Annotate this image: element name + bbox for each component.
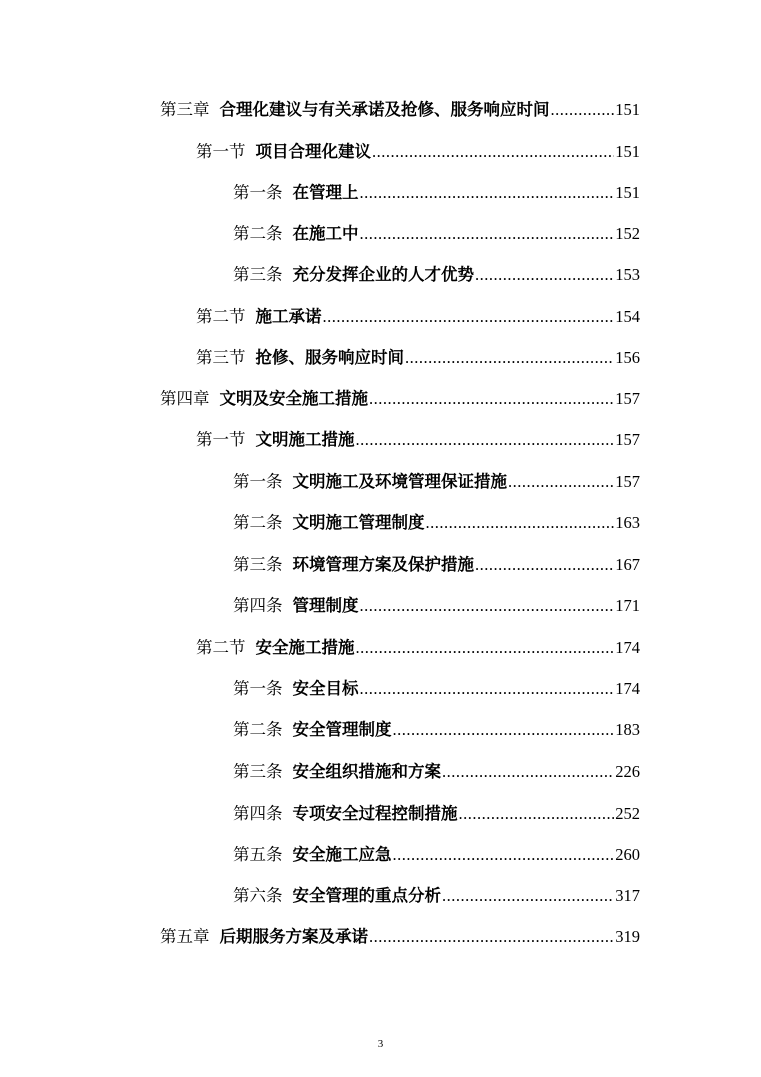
toc-entry[interactable]: [160, 96, 640, 124]
dot-leader: [475, 551, 614, 579]
toc-entry-title: 在管理上: [292, 183, 359, 202]
dot-leader: [369, 385, 614, 413]
toc-entry-page: 171: [615, 596, 640, 615]
dot-leader: [360, 592, 615, 620]
toc-entry-page: 174: [615, 679, 640, 698]
toc-entry-title: 合理化建议与有关承诺及抢修、服务响应时间: [219, 100, 550, 119]
toc-entry-title: 抢修、服务响应时间: [255, 348, 404, 367]
toc-entry-title: 管理制度: [292, 596, 359, 615]
toc-entry-number: 第一节: [196, 142, 246, 161]
toc-entry-number: 第一节: [196, 430, 246, 449]
dot-leader: [356, 634, 615, 662]
toc-entry-number: 第二条: [233, 720, 283, 739]
toc-entry-title: 文明施工措施: [255, 430, 355, 449]
toc-entry-page: 153: [615, 265, 640, 284]
toc-entry-number: 第二节: [196, 307, 246, 326]
toc-entry-page: 163: [615, 513, 640, 532]
dot-leader: [405, 344, 614, 372]
toc-entry-number: 第一条: [233, 183, 283, 202]
toc-entry[interactable]: [233, 468, 640, 496]
toc-entry[interactable]: [233, 716, 640, 744]
dot-leader: [360, 179, 615, 207]
toc-entry-page: 319: [615, 927, 640, 946]
toc-entry-page: 157: [615, 389, 640, 408]
toc-entry[interactable]: [233, 800, 640, 828]
toc-entry-title: 在施工中: [292, 224, 359, 243]
dot-leader: [442, 758, 614, 786]
toc-entry[interactable]: [196, 634, 640, 662]
toc-entry-number: 第一条: [233, 679, 283, 698]
toc-entry-title: 环境管理方案及保护措施: [292, 555, 474, 574]
toc-entry-number: 第五条: [233, 845, 283, 864]
toc-entry[interactable]: [233, 592, 640, 620]
toc-entry-title: 后期服务方案及承诺: [219, 927, 368, 946]
page-number: 3: [377, 1038, 384, 1050]
toc-entry-page: 154: [615, 307, 640, 326]
toc-entry-number: 第三条: [233, 555, 283, 574]
toc-entry-page: 174: [615, 638, 640, 657]
toc-entry-number: 第二节: [196, 638, 246, 657]
toc-entry-title: 文明及安全施工措施: [219, 389, 368, 408]
toc-entry-page: 151: [615, 142, 640, 161]
toc-entry-number: 第五章: [160, 927, 210, 946]
toc-entry-number: 第四条: [233, 804, 283, 823]
toc-entry-title: 文明施工管理制度: [292, 513, 425, 532]
toc-entry-page: 317: [615, 886, 640, 905]
dot-leader: [508, 468, 614, 496]
toc-entry[interactable]: [196, 426, 640, 454]
toc-entry-number: 第二条: [233, 513, 283, 532]
toc-entry[interactable]: [196, 303, 640, 331]
toc-entry-title: 安全施工措施: [255, 638, 355, 657]
toc-entry-title: 施工承诺: [255, 307, 322, 326]
toc-entry-number: 第三条: [233, 265, 283, 284]
toc-entry[interactable]: [233, 509, 640, 537]
toc-entry[interactable]: [233, 261, 640, 289]
dot-leader: [369, 923, 614, 951]
toc-entry-title: 充分发挥企业的人才优势: [292, 265, 474, 284]
toc-entry[interactable]: [233, 758, 640, 786]
toc-entry[interactable]: [233, 179, 640, 207]
toc-entry[interactable]: [196, 344, 640, 372]
toc-entry-number: 第六条: [233, 886, 283, 905]
dot-leader: [442, 882, 614, 910]
toc-entry[interactable]: [160, 385, 640, 413]
dot-leader: [323, 303, 615, 331]
toc-entry-number: 第三章: [160, 100, 210, 119]
dot-leader: [360, 220, 615, 248]
dot-leader: [393, 841, 615, 869]
toc-entry-page: 167: [615, 555, 640, 574]
toc-entry-number: 第二条: [233, 224, 283, 243]
toc-entry-title: 文明施工及环境管理保证措施: [292, 472, 507, 491]
toc-entry[interactable]: [233, 841, 640, 869]
toc-entry-title: 安全目标: [292, 679, 359, 698]
toc-entry-number: 第四章: [160, 389, 210, 408]
toc-entry-page: 157: [615, 430, 640, 449]
toc-entry-title: 安全管理的重点分析: [292, 886, 441, 905]
toc-entry-number: 第一条: [233, 472, 283, 491]
toc-entry-title: 安全组织措施和方案: [292, 762, 441, 781]
toc-entry[interactable]: [233, 675, 640, 703]
toc-entry-page: 157: [615, 472, 640, 491]
toc-entry-page: 226: [615, 762, 640, 781]
toc-entry-page: 151: [615, 100, 640, 119]
dot-leader: [393, 716, 615, 744]
toc-entry-number: 第三条: [233, 762, 283, 781]
dot-leader: [360, 675, 615, 703]
toc-entry[interactable]: [233, 220, 640, 248]
toc-entry-title: 安全管理制度: [292, 720, 392, 739]
dot-leader: [426, 509, 615, 537]
toc-entry[interactable]: [233, 882, 640, 910]
toc-entry[interactable]: [160, 923, 640, 951]
toc-entry-number: 第四条: [233, 596, 283, 615]
toc-entry-title: 项目合理化建议: [255, 142, 371, 161]
toc-entry-page: 183: [615, 720, 640, 739]
toc-entry-page: 252: [615, 804, 640, 823]
toc-entry-page: 156: [615, 348, 640, 367]
toc-entry-page: 152: [615, 224, 640, 243]
toc-entry-page: 260: [615, 845, 640, 864]
toc-entry[interactable]: [233, 551, 640, 579]
dot-leader: [356, 426, 615, 454]
dot-leader: [372, 138, 614, 166]
toc-entry[interactable]: [196, 138, 640, 166]
dot-leader: [551, 96, 615, 124]
dot-leader: [459, 800, 615, 828]
toc-entry-title: 安全施工应急: [292, 845, 392, 864]
toc-entry-title: 专项安全过程控制措施: [292, 804, 458, 823]
toc-entry-number: 第三节: [196, 348, 246, 367]
toc-entry-page: 151: [615, 183, 640, 202]
dot-leader: [475, 261, 614, 289]
